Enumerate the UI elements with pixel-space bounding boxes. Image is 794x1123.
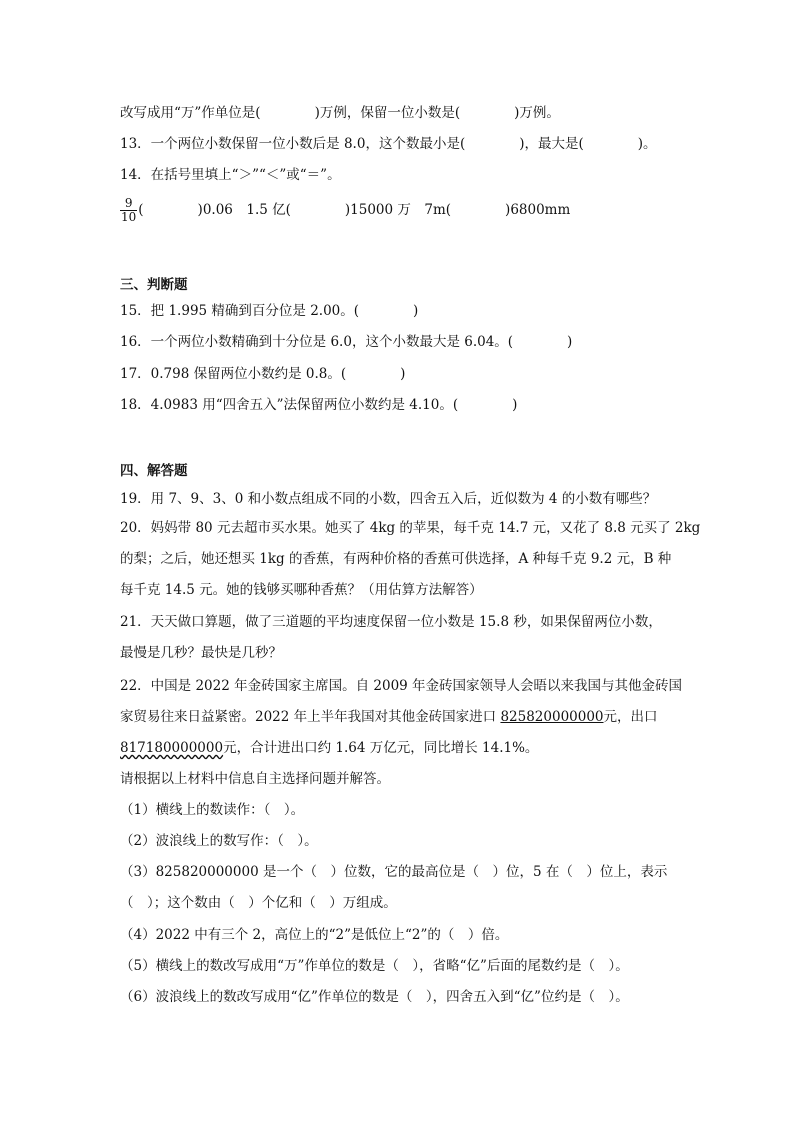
- question-22-part-1: （1）横线上的数读作：（ ）。: [120, 802, 305, 818]
- question-22-line-3: [120, 739, 680, 757]
- question-15: 15．把 1.995 精确到百分位是 2.00。( ): [120, 303, 419, 319]
- fraction-numerator: 9: [120, 197, 137, 211]
- question-14-items: [120, 194, 680, 226]
- q12-continuation: 改写成用“万”作单位是( )万例，保留一位小数是( )万例。: [120, 105, 560, 121]
- question-22-line-1: 22．中国是 2022 年金砖国家主席国。自 2009 年金砖国家领导人会晤以来我国与其他金砖国: [120, 678, 683, 694]
- question-21-line-1: 21．天天做口算题，做了三道题的平均速度保留一位小数是 15.8 秒，如果保留两位小数，: [120, 614, 662, 630]
- question-22-line-2-end: 元，出口: [603, 709, 658, 725]
- question-13: 13．一个两位小数保留一位小数后是 8.0，这个数最小是( )，最大是( )。: [120, 136, 657, 152]
- question-16: 16．一个两位小数精确到十分位是 6.0，这个小数最大是 6.04。( ): [120, 334, 573, 350]
- fraction-nine-tenths: [120, 197, 137, 224]
- section-3-heading: 三、判断题: [120, 277, 188, 293]
- question-17: 17．0.798 保留两位小数约是 0.8。( ): [120, 366, 406, 382]
- question-22-instruction: 请根据以上材料中信息自主选择问题并解答。: [120, 771, 390, 787]
- question-22-line-3-text: 元，合计进出口约 1.64 万亿元，同比增长 14.1%。: [223, 740, 539, 756]
- question-14-comparisons: ( )0.06 1.5 亿( )15000 万 7m( )6800mm: [138, 202, 571, 218]
- question-21-line-2: 最慢是几秒？最快是几秒？: [120, 645, 282, 661]
- question-20-line-3: 每千克 14.5 元。她的钱够买哪种香蕉？（用估算方法解答）: [120, 582, 483, 598]
- question-22-line-2-text: 家贸易往来日益紧密。2022 年上半年我国对其他金砖国家进口: [120, 709, 501, 725]
- question-20-line-1: 20．妈妈带 80 元去超市买水果。她买了 4kg 的苹果，每千克 14.7 元，又花了 8.8 元买了 2kg: [120, 520, 701, 536]
- question-14: 14．在括号里填上“＞”“＜”或“＝”。: [120, 167, 341, 183]
- question-22-part-4: （4）2022 中有三个 2，高位上的“2”是低位上“2”的（ ）倍。: [120, 927, 509, 943]
- question-22-part-5: （5）横线上的数改写成用“万”作单位的数是（ ），省略“亿”后面的尾数约是（ ）。: [120, 958, 629, 974]
- fraction-denominator: 10: [121, 210, 137, 224]
- wavy-underlined-number: 817180000000: [120, 740, 224, 756]
- underlined-number: 825820000000: [500, 709, 604, 725]
- question-18: 18．4.0983 用“四舍五入”法保留两位小数约是 4.10。( ): [120, 397, 518, 413]
- section-4-heading: 四、解答题: [120, 463, 188, 479]
- question-22-part-3-line-1: （3）825820000000 是一个（ ）位数，它的最高位是（ ）位，5 在（ ）位上，表示: [120, 864, 668, 880]
- question-22-part-2: （2）波浪线上的数写作：（ ）。: [120, 833, 318, 849]
- question-19: 19．用 7、9、3、0 和小数点组成不同的小数，四舍五入后，近似数为 4 的小数有哪些？: [120, 491, 657, 507]
- question-20-line-2: 的梨；之后，她还想买 1kg 的香蕉，有两种价格的香蕉可供选择，A 种每千克 9.2 元，B 种: [120, 551, 672, 567]
- question-22-part-6: （6）波浪线上的数改写成用“亿”作单位的数是（ ），四舍五入到“亿”位约是（ ）。: [120, 989, 629, 1005]
- question-22-part-3-line-2: （ ）；这个数由（ ）个亿和（ ）万组成。: [120, 895, 397, 911]
- question-22-line-2: [120, 708, 680, 726]
